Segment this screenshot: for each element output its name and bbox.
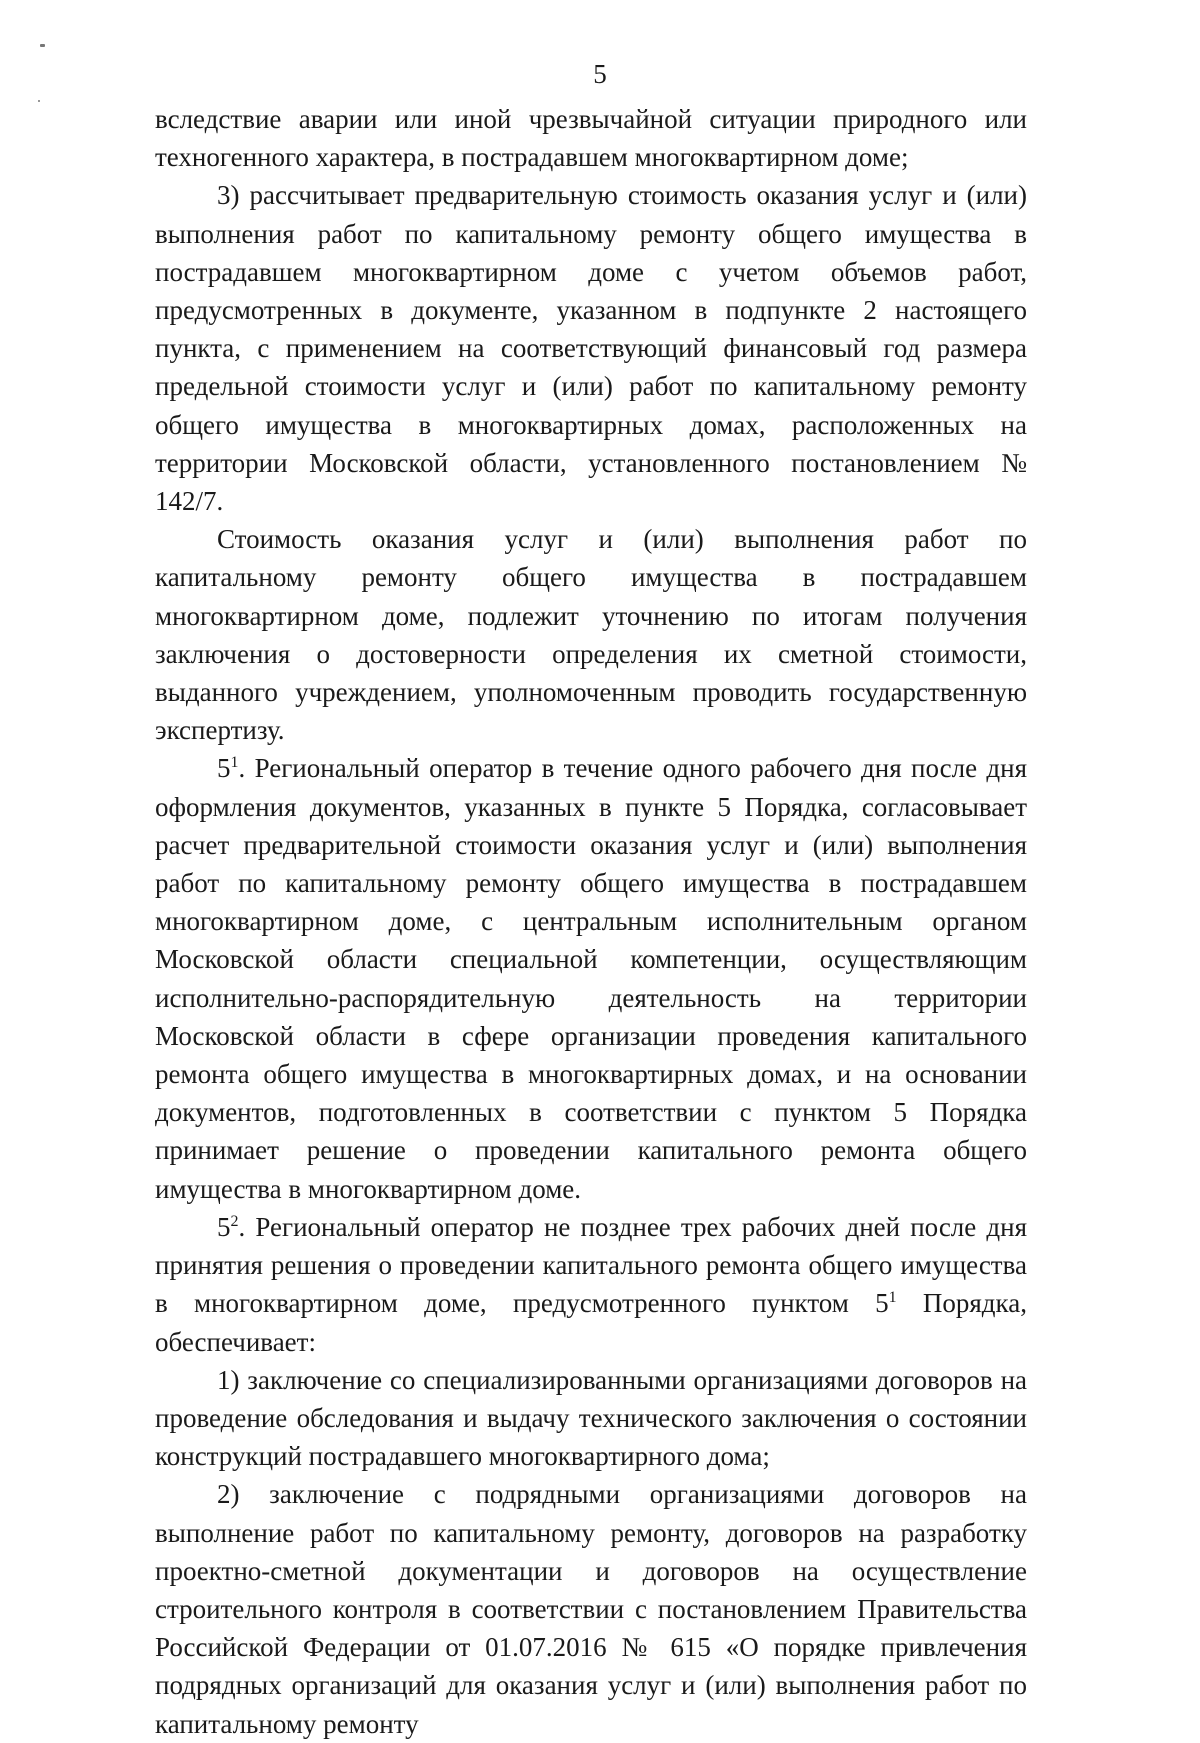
paragraph: 1) заключение со специализированными организациями договоров на проведение обследования и выдачу технического заключения о состоянии конструкций пострадавшего многоквартирного дома; (155, 1364, 1027, 1472)
paragraph: Стоимость оказания услуг и (или) выполнения работ по капитальному ремонту общего имущества в пострадавшем многоквартирном доме, подлежит уточнению по итогам получения заключения о достоверности определения их сметной стоимости, выданного учреждением, уполномоченным проводить государственную экспертизу. (155, 524, 1027, 746)
scan-speck (38, 100, 40, 102)
paragraph: вследствие аварии или иной чрезвычайной ситуации природного или техногенного характера, в пострадавшем многоквартирном доме; (155, 104, 1027, 173)
paragraph: 3) рассчитывает предварительную стоимость оказания услуг и (или) выполнения работ по капитальному ремонту общего имущества в пострадавшем многоквартирном доме с учетом объемов работ, предусмотренных в документе, указанном в подпункте 2 настоящего пункта, с применением на соответствующий финансовый год размера предельной стоимости услуг и (или) работ по капитальному ремонту общего имущества в многоквартирных домах, расположенных на территории Московской области, установленного постановлением № 142/7. (155, 180, 1027, 517)
scan-speck (40, 44, 45, 47)
paragraph-section-5-2: $5^2$. Региональный оператор не позднее трех рабочих дней после дня принятия решения о проведении капитального ремонта общего имущества в многоквартирном доме, предусмотренного пунктом $5^1$ Порядка, обеспечивает: (155, 1211, 1027, 1357)
page-number: 5 (593, 59, 607, 89)
paragraph-section-5-1: $5^1$. Региональный оператор в течение одного рабочего дня после дня оформления документов, указанных в пункте 5 Порядка, согласовывает расчет предварительной стоимости оказания услуг и (или) выполнения работ по капитальному ремонту общего имущества в пострадавшем многоквартирном доме, с центральным исполнительным органом Московской области специальной компетенции, осуществляющим исполнительно-распорядительную деятельность на территории Московской области в сфере организации проведения капитального ремонта общего имущества в многоквартирных домах, и на основании документов, подготовленных в соответствии с пунктом 5 Порядка принимает решение о проведении капитального ремонта общего имущества в многоквартирном доме. (155, 753, 1027, 1204)
document-body (155, 100, 1027, 1743)
paragraph: 2) заключение с подрядными организациями договоров на выполнение работ по капитальному ремонту, договоров на разработку проектно-сметной документации и договоров на осуществление строительного контроля в соответствии с постановлением Правительства Российской Федерации от 01.07.2016 № 615 «О порядке привлечения подрядных организаций для оказания услуг и (или) выполнения работ по капитальному ремонту (155, 1479, 1027, 1739)
